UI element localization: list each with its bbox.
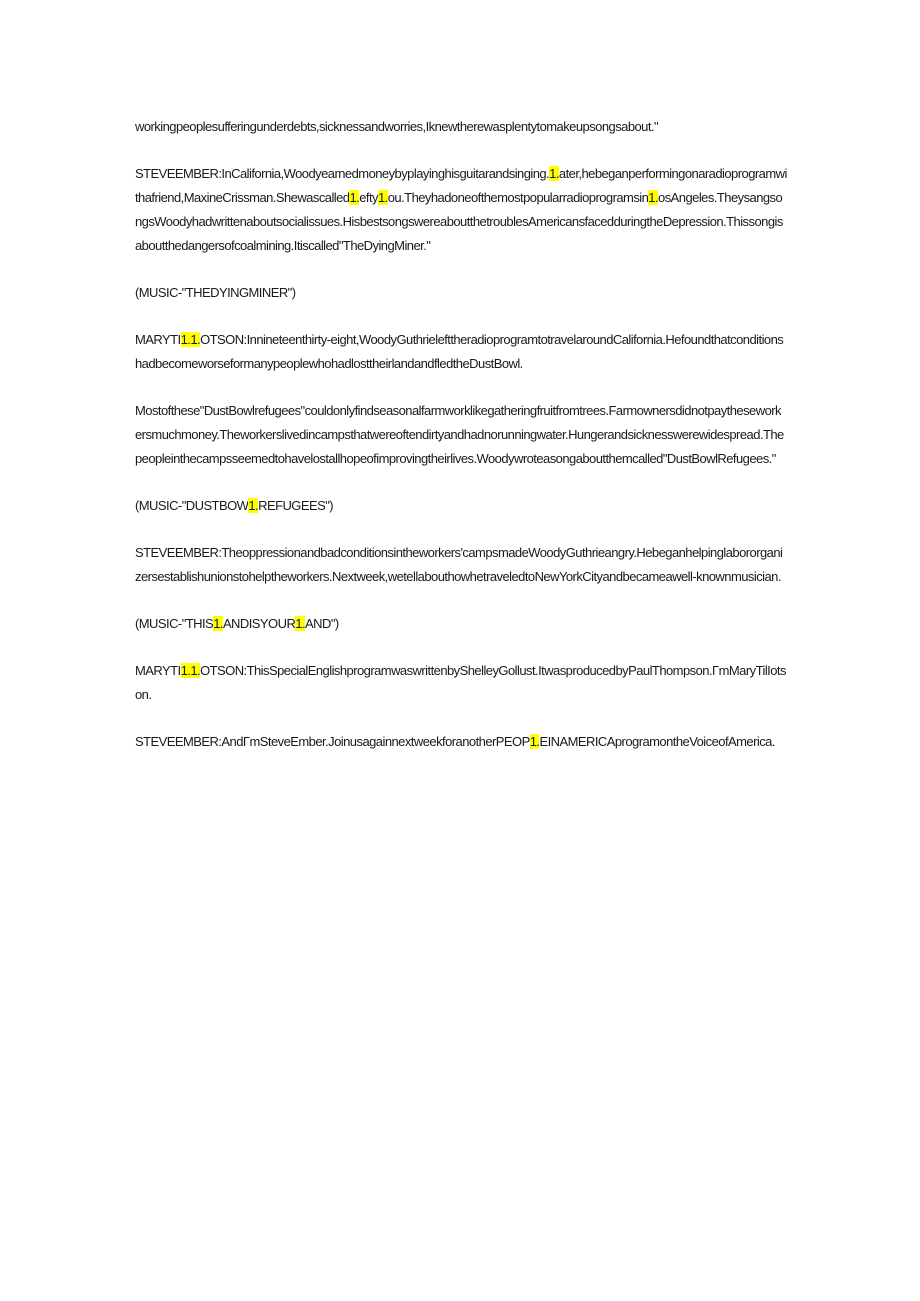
highlighted-text: 1. (349, 190, 360, 205)
highlighted-text: 1. (213, 616, 223, 631)
text-segment: (MUSIC-"THIS (135, 616, 214, 631)
paragraph (135, 541, 787, 589)
text-segment: osAngeles.TheysangsongsWoodyhadwrittenaboutsocialissues.HisbestsongswereaboutthetroublesAmericansfacedduringtheDepression.Thissongisaboutthedangersofcoalmining.Itiscalled"TheDyingMiner." (135, 190, 783, 253)
text-segment: STEVEEMBER:InCalifornia,Woodyearnedmoneybyplayinghisguitarandsinging. (135, 166, 550, 181)
text-segment: EINAMERICAprogramontheVoiceofAmerica. (539, 734, 775, 749)
paragraph (135, 115, 787, 139)
paragraph (135, 162, 787, 258)
highlighted-text: 1. (295, 616, 306, 631)
highlighted-text: 1.1. (180, 663, 201, 678)
paragraph (135, 399, 787, 471)
highlighted-text: 1. (529, 734, 540, 749)
text-segment: ater,hebeganperformingonaradioprogramwithafriend,MaxineCrissman.Shewascalled (135, 166, 787, 205)
text-segment: REFUGEES") (258, 498, 334, 513)
highlighted-text: 1. (549, 166, 559, 181)
paragraph (135, 328, 787, 376)
paragraph (135, 659, 787, 707)
text-segment: AND") (305, 616, 339, 631)
highlighted-text: 1. (248, 498, 259, 513)
text-segment: Mostofthese"DustBowlrefugees"couldonlyfindseasonalfarmworklikegatheringfruitfromtrees.Farmownersdidnotpaytheseworkersmuchmoney.Theworkerslivedincampsthatwereoftendirtyandhadnorunningwater.Hungerandsicknesswerewidespread.Thepeopleinthecampsseemedtohavelostallhopeofimprovingtheirlives.Woodywroteasongaboutthemcalled"DustBowlRefugees." (135, 403, 784, 466)
text-segment: OTSON:Innineteenthirty-eight,WoodyGuthrielefttheradioprogramtotravelaroundCalifornia.HefoundthatconditionshadbecomeworseformanypeoplewhohadlosttheirlandandfledtheDustBowl. (135, 332, 784, 371)
text-segment: STEVEEMBER:Theoppressionandbadconditionsintheworkers'campsmadeWoodyGuthrieangry.Hebeganhelpinglabororganizersestablishunionstohelptheworkers.Nextweek,wetellabouthowhetraveledtoNewYorkCityandbecameawell-knownmusician. (135, 545, 783, 584)
text-segment: efty (359, 190, 378, 205)
paragraph (135, 730, 787, 754)
text-segment: ou.Theyhadoneofthemostpopularradioprogramsin (387, 190, 649, 205)
highlighted-text: 1. (378, 190, 388, 205)
text-segment: STEVEEMBER:AndΓmSteveEmber.JoinusagainnextweekforanotherPEOP (135, 734, 530, 749)
text-segment: OTSON:ThisSpecialEnglishprogramwaswrittenbyShelleyGollust.ItwasproducedbyPaulThompson.ΓmMaryTilIotson. (135, 663, 786, 702)
text-segment: workingpeoplesufferingunderdebts,sicknessandworries,Iknewtherewasplentytomakeupsongsabout." (135, 119, 659, 134)
text-segment: MARYTI (135, 663, 181, 678)
paragraph (135, 494, 787, 518)
highlighted-text: 1. (648, 190, 659, 205)
document-body (135, 115, 787, 777)
text-segment: MARYTI (135, 332, 181, 347)
text-segment: (MUSIC-"DUSTBOW (135, 498, 249, 513)
text-segment: (MUSIC-"THEDYINGMINER") (135, 285, 296, 300)
highlighted-text: 1.1. (180, 332, 201, 347)
paragraph (135, 281, 787, 305)
paragraph (135, 612, 787, 636)
text-segment: ANDISYOUR (222, 616, 296, 631)
